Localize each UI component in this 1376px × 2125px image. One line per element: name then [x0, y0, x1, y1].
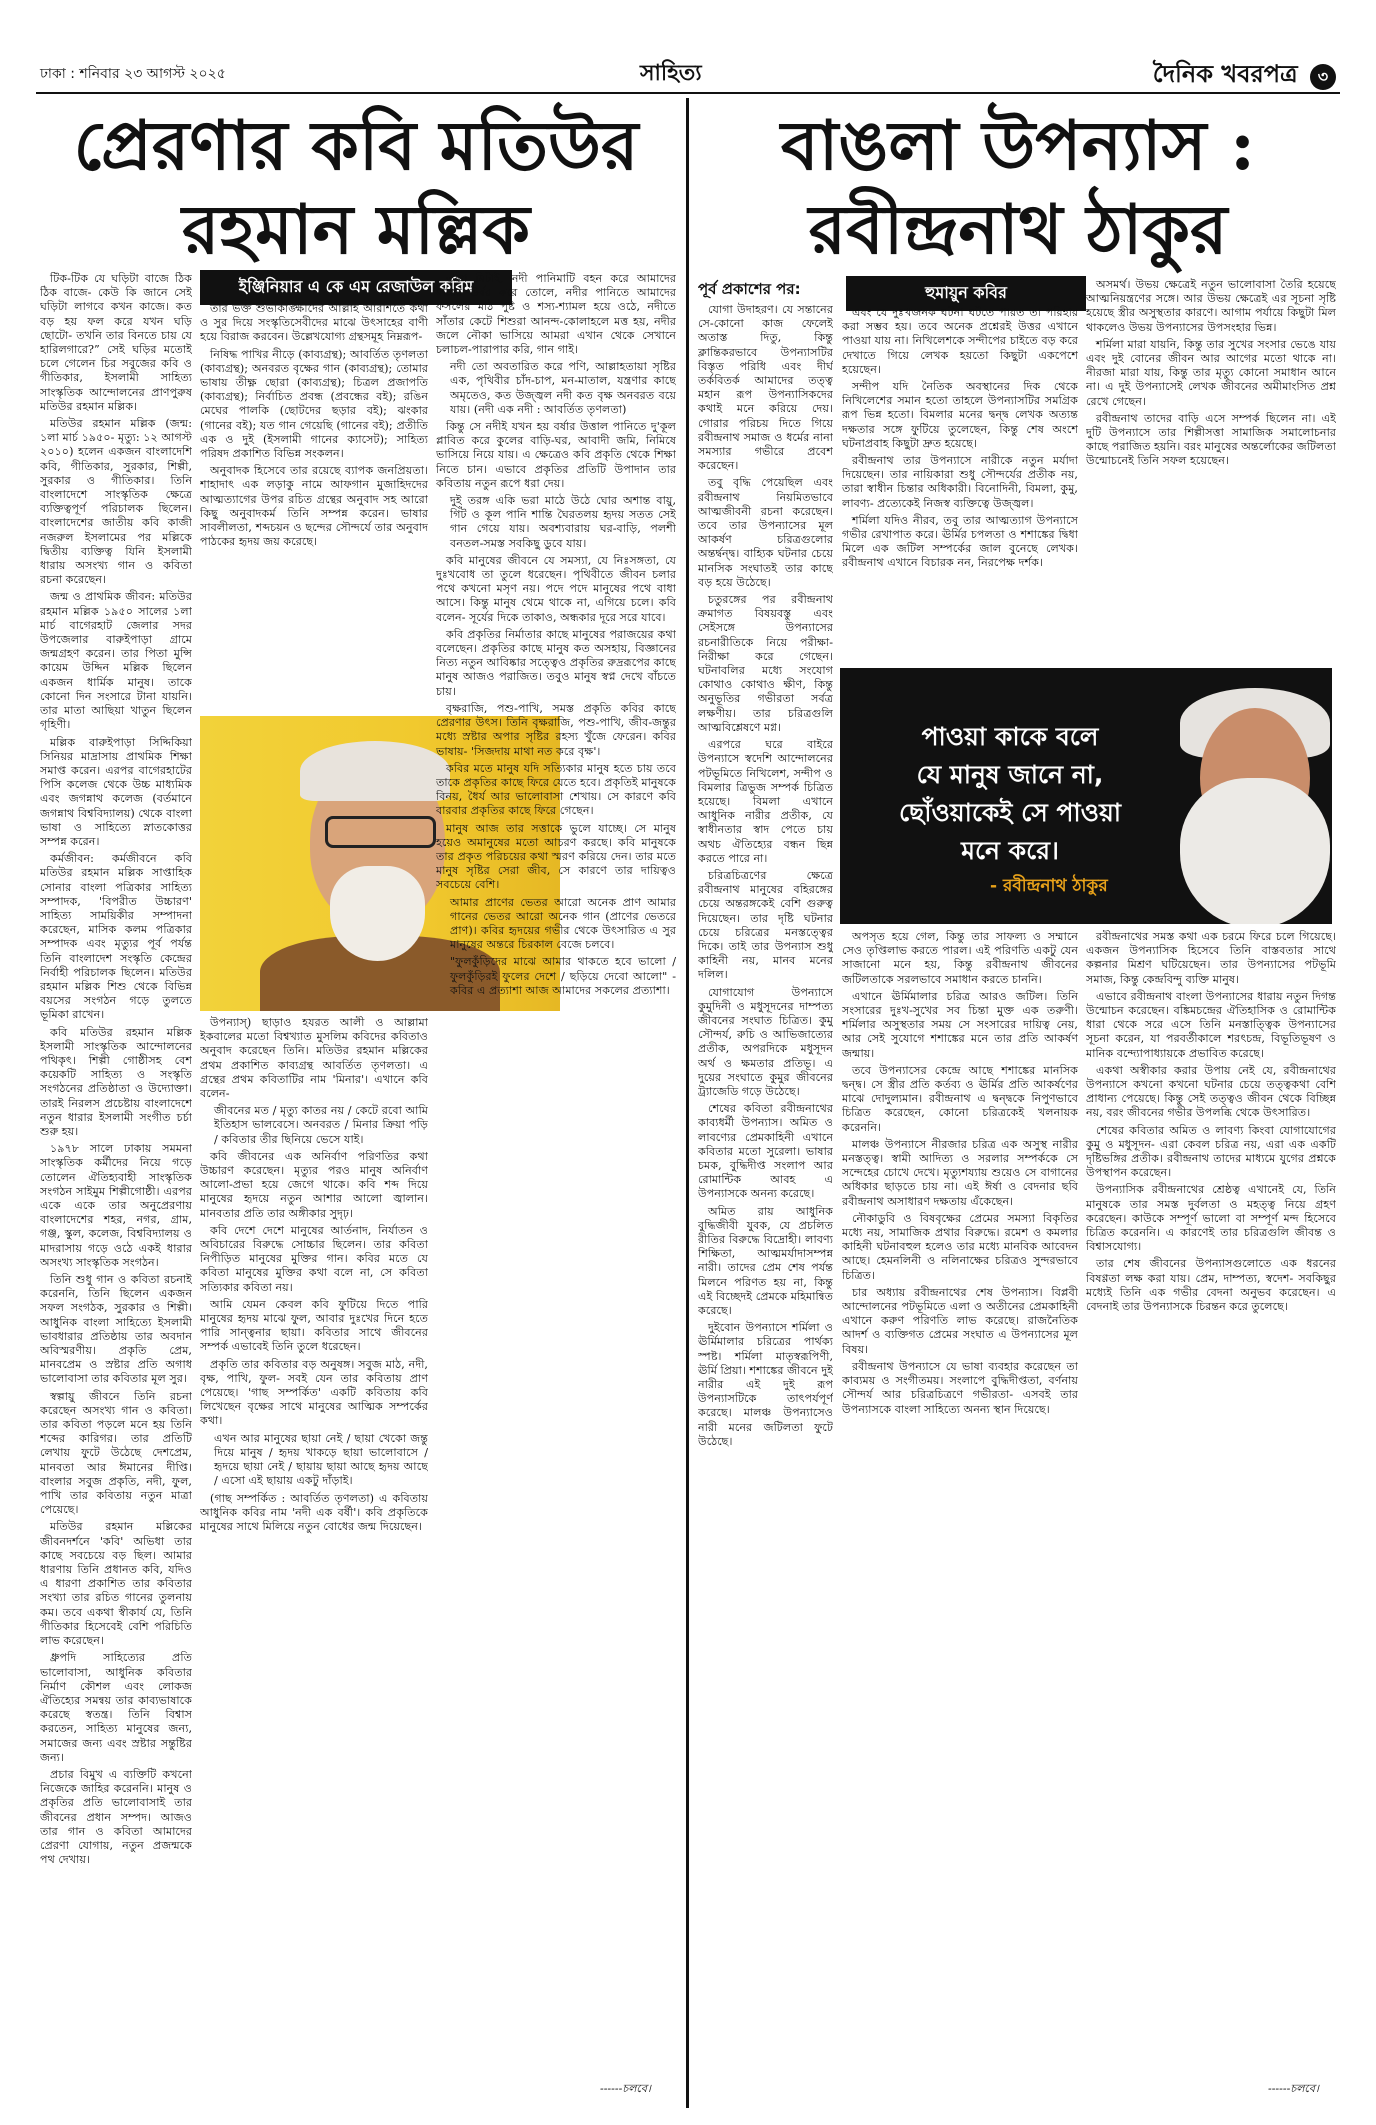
paragraph: মতিউর রহমান মল্লিকের জীবনদর্শনে 'কবি' অভিধা তার কাছে সবচেয়ে বড় ছিল। আমার ধারণায় তিনি প্রধানত কবি, যদিও এ ধারণা প্রকাশিত তার কবিতার সংখ্যা তার রচিত গানের তুলনায় কম। তবে একথা স্বীকার্য যে, তিনি গীতিকার হিসেবেই বেশি পরিচিতি লাভ করেছেন। [40, 1520, 192, 1648]
paragraph: কবি প্রকৃতির নির্মাতার কাছে মানুষের পরাজয়ের কথা বলেছেন। প্রকৃতির কাছে মানুষ কত অসহায়, বিজ্ঞানের নিত্য নতুন আবিষ্কার সত্ত্বেও প্রকৃতির রুদ্ররূপের কাছে মানুষ আজও পরাজিত। তবুও মানুষ স্বপ্ন দেখে বাঁচতে চায়। [436, 627, 676, 698]
paragraph: অনুবাদক হিসেবে তার রয়েছে ব্যাপক জনপ্রিয়তা। শাহাদাৎ এক লড়াকু নামে আফগান মুজাহিদদের আত্মত্যাগের উপর রচিত গ্রন্থের অনুবাদ সহ আরো কিছু অনুবাদকর্ম তিনি সম্পন্ন করেন। ভাষার সাবলীলতা, শব্দচয়ন ও ছন্দের সৌন্দর্যে তার অনুবাদ পাঠকের হৃদয় জয় করেছে। [200, 464, 428, 549]
quote-line: ছোঁওয়াকেই সে পাওয়া [898, 798, 1122, 827]
issue-date: ঢাকা : শনিবার ২৩ আগস্ট ২০২৫ [40, 66, 226, 82]
verse: এখন আর মানুষের ছায়া নেই / ছায়া খেকো জন্তু দিয়ে মানুষ / হৃদয় খাকড়ে ছায়া ভালোবাসে / হৃদয়ে ছায়া নেই / ছায়ায় ছায়া আছে হৃদয় আছে / এসো এই ছায়ায় একটু দাঁড়াই। [214, 1431, 428, 1488]
paragraph: কবি দেশে দেশে মানুষের আর্তনাদ, নির্যাতন ও অবিচারের বিরুদ্ধে সোচ্চার ছিলেন। তার কবিতা নিপীড়িত মানুষের মুক্তির গান। কবির মতে যে কবিতা মানুষের মুক্তির কথা বলে না, সে কবিতা সত্যিকার কবিতা নয়। [200, 1223, 428, 1294]
page-number: ৩ [1310, 64, 1336, 90]
paragraph: তার ভক্ত শুভাকাঙ্ক্ষীদের আল্লাহ আরশিতে কথা ও সুর দিয়ে সংস্কৃতিসেবীদের মাঝে উৎসাহের বাণী হয়ে বিরাজ করবেন। উল্লেখযোগ্য গ্রন্থসমূহ নিম্নরূপ- [200, 302, 428, 344]
right-column-2-top [842, 306, 1078, 662]
paragraph: অমিত রায় আধুনিক বুদ্ধিজীবী যুবক, যে প্রচলিত রীতির বিরুদ্ধে বিদ্রোহী। লাবণ্য শিক্ষিতা, আত্মমর্যাদাসম্পন্ন নারী। তাদের প্রেম শেষ পর্যন্ত মিলনে পরিণত হয় না, কিন্তু এই বিচ্ছেদই প্রেমকে মহিমান্বিত করেছে। [698, 1204, 833, 1318]
paragraph: বৃক্ষরাজি, পশু-পাখি, সমস্ত প্রকৃতি কবির কাছে প্রেরণার উৎস। তিনি বৃক্ষরাজি, পশু-পাখি, জীব-জন্তুর মধ্যে স্রষ্টার অপার সৃষ্টির রহস্য খুঁজে ফেরেন। কবির ভাষায়- 'সিজদায় মাথা নত করে বৃক্ষ'। [436, 701, 676, 758]
paragraph: টিক-টিক যে ঘড়িটা বাজে ঠিক ঠিক বাজে- কেউ কি জানে সেই ঘড়িটা লাগবে কখন কাজে। কত বড় হয় ফল করে যখন ঘড়ি ছোটো- তখনি তার বিনতে চায় যে হারিলগারে?” সেই ঘড়ির মতোই চলে গেলেন চির সবুজের কবি ও গীতিকার, ইসলামী সাহিত্য সাংস্কৃতিক আন্দোলনের প্রাণপুরুষ মতিউর রহমান মল্লিক। [40, 272, 192, 413]
paragraph: রবীন্দ্রনাথ তার উপন্যাসে নারীকে নতুন মর্যাদা দিয়েছেন। তার নায়িকারা শুধু সৌন্দর্যের প্রতীক নয়, তারা স্বাধীন চিন্তার অধিকারী। বিনোদিনী, বিমলা, কুমু, লাবণ্য- প্রত্যেকেই নিজস্ব ব্যক্তিত্বে উজ্জ্বল। [842, 454, 1078, 510]
paragraph: জন্ম ও প্রাথমিক জীবন: মতিউর রহমান মল্লিক ১৯৫০ সালের ১লা মার্চ বাগেরহাট জেলার সদর উপজেলার বারুইপাড়া গ্রামে জন্মগ্রহণ করেন। তার পিতা মুন্সি কায়েম উদ্দিন মল্লিক ছিলেন একজন ধার্মিক মানুষ। তাকে কোনো দিন সংসারে টানা যায়নি। তার মাতা আছিয়া খাতুন ছিলেন গৃহিণী। [40, 590, 192, 732]
verse: জীবনের মত / মৃত্যু কাতর নয় / কেটে রবো আমি ইতিহাস ভালবেসে। অনবরত / মিনার ক্রিয়া পড়ি / কবিতার তীর ছিনিয়ে ভেসে যাই। [214, 1104, 428, 1146]
verse: নদী তো অবতারিত করে পণি, আল্লাহতায়া সৃষ্টির এক, পৃথিবীর চাঁদ-চাপ, মন-মাতাল, যন্ত্রণার কাছে অমৃতেও, কত উজ্জ্বল নদী কত বৃক্ষ অনবরত বয়ে যায়। (নদী এক নদী : আবর্তিত তৃণলতা) [450, 360, 676, 416]
article-divider [686, 98, 689, 2108]
paragraph: রবীন্দ্রনাথ তাদের বাড়ি এসে সম্পর্ক ছিলেন না। এই দুটি উপন্যাসে তার শিল্পীসত্তা সামাজিক সমালোচনার কাছে পরাজিত হয়নি। বরং মানুষের অন্তর্লোকের জটিলতা উন্মোচনেই তিনি সফল হয়েছেন। [1086, 411, 1336, 468]
paragraph: অসমর্থ। উভয় ক্ষেত্রেই নতুন ভালোবাসা তৈরি হয়েছে আত্মনিয়ন্ত্রণের সঙ্গে। আর উভয় ক্ষেত্রেই এর সূচনা সৃষ্টি হয়েছে স্ত্রীর অসুস্থতার কারণে। আগাম পর্যায়ে কিছুটা মিল থাকলেও উভয় উপন্যাসের উপসংহার ভিন্ন। [1086, 278, 1336, 334]
newspaper-brand [1153, 56, 1336, 96]
paragraph: চতুরঙ্গের পর রবীন্দ্রনাথ ক্রমাগত বিষয়বস্তু এবং সেইসঙ্গে উপন্যাসের রচনারীতিকে নিয়ে পরীক্ষা-নিরীক্ষা করে গেছেন। ঘটনাবলির মধ্যে সংযোগ কোথাও কোথাও ক্ষীণ, কিন্তু অনুভূতির গভীরতা সর্বত্র লক্ষণীয়। তার চরিত্রগুলি আত্মবিশ্লেষণে মগ্ন। [698, 593, 833, 734]
paragraph: তিনি শুধু গান ও কবিতা রচনাই করেননি, তিনি ছিলেন একজন সফল সংগঠক, সুরকার ও শিল্পী। আধুনিক বাংলা সাহিত্যে ইসলামী ভাবধারার প্রতিষ্ঠায় তার অবদান অবিস্মরণীয়। প্রকৃতি প্রেম, মানবপ্রেম ও স্রষ্টার প্রতি অগাধ ভালোবাসা তার কবিতার মূল সুর। [40, 1273, 192, 1386]
paragraph: রবীন্দ্রনাথের সমস্ত কথা এক চরমে ফিরে চলে গিয়েছে। একজন উপন্যাসিক হিসেবে তিনি বাস্তবতার সাথে কল্পনার মিশ্রণ ঘটিয়েছেন। তার উপন্যাসের পটভূমি সমাজ, কিন্তু কেন্দ্রবিন্দু ব্যক্তি মানুষ। [1086, 930, 1336, 986]
right-continued: ------চলবে। [1268, 2082, 1319, 2095]
paragraph: দুইবোন উপন্যাসে শর্মিলা ও ঊর্মিমালার চরিত্রের পার্থক্য স্পষ্ট। শর্মিলা মাতৃস্বরূপিণী, ঊর্মি প্রিয়া। শশাঙ্কের জীবনে দুই নারীর এই দুই রূপ উপন্যাসটিকে তাৎপর্যপূর্ণ করেছে। মালঞ্চ উপন্যাসেও নারী মনের জটিলতা ফুটে উঠেছে। [698, 1321, 833, 1448]
paragraph: স্বল্পায়ু জীবনে তিনি রচনা করেছেন অসংখ্য গান ও কবিতা। তার কবিতা পড়লে মনে হয় তিনি শব্দের কারিগর। তার প্রতিটি লেখায় ফুটে উঠেছে দেশপ্রেম, মানবতা আর ঈমানের দীপ্তি। বাংলার সবুজ প্রকৃতি, নদী, ফুল, পাখি তার কবিতায় নতুন মাত্রা পেয়েছে। [40, 1389, 192, 1517]
left-column-3 [436, 272, 676, 2072]
right-column-3-bottom [1086, 930, 1336, 2070]
left-column-2-top [200, 302, 428, 712]
paragraph: নৌকাডুবি ও বিষবৃক্ষের প্রেমের সমস্যা বিকৃতির মধ্যে নয়, সামাজিক প্রথার বিরুদ্ধে। রমেশ ও কমলার কাহিনী ঘটনাবহুল হলেও তার মধ্যে মানবিক আবেদন আছে। হেমনলিনী ও নলিনাক্ষের চরিত্রও সুন্দরভাবে চিত্রিত। [842, 1211, 1078, 1282]
paragraph: নিষিদ্ধ পাখির নীড়ে (কাব্যগ্রন্থ); আবর্তিত তৃণলতা (কাব্যগ্রন্থ); অনবরত বৃক্ষের গান (কাব্যগ্রন্থ); তোমার ভাষায় তীক্ষ্ণ ছোরা (কাব্যগ্রন্থ); চিত্রল প্রজাপতি (কাব্যগ্রন্থ); নির্বাচিত প্রবন্ধ (প্রবন্ধের বই); রঙিন মেঘের পালকি (ছোটদের ছড়ার বই); ঝংকার (গানের বই); যত গান গেয়েছি (গানের বই); প্রতীতি এক ও দুই (ইসলামী গানের ক্যাসেট); সাহিত্য পরিষদ প্রকাশিত বিভিন্ন সংকলন। [200, 347, 428, 461]
paragraph: প্রচার বিমুখ এ ব্যক্তিটি কখনো নিজেকে জাহির করেননি। মানুষ ও প্রকৃতির প্রতি ভালোবাসাই তার জীবনের প্রধান সম্পদ। আজও তার গান ও কবিতা আমাদের প্রেরণা যোগায়, নতুন প্রজন্মকে পথ দেখায়। [40, 1767, 192, 1867]
right-headline [698, 104, 1338, 272]
paragraph: ১৯৭৮ সালে ঢাকায় সমমনা সাংস্কৃতিক কর্মীদের নিয়ে গড়ে তোলেন ঐতিহ্যবাহী সাংস্কৃতিক সংগঠন সাইমুম শিল্পীগোষ্ঠী। এরপর একে একে তার অনুপ্রেরণায় বাংলাদেশের শহর, নগর, গ্রাম, গঞ্জ, স্কুল, কলেজ, বিশ্ববিদ্যালয় ও মাদরাসায় গড়ে ওঠে একই ধারার অসংখ্য সাংস্কৃতিক সংগঠন। [40, 1142, 192, 1269]
paragraph: কবি মতিউর রহমান মল্লিক ইসলামী সাংস্কৃতিক আন্দোলনের পথিকৃৎ। শিল্পী গোষ্ঠীসহ বেশ কয়েকটি সাহিত্য ও সংস্কৃতি সংগঠনের প্রতিষ্ঠাতা ও উদ্যোক্তা। তারই নিরলস প্রচেষ্টায় বাংলাদেশে নতুন ধারার ইসলামী সংগীত চর্চা শুরু হয়। [40, 1025, 192, 1138]
paragraph: চরিত্রচিত্রণের ক্ষেত্রে রবীন্দ্রনাথ মানুষের বহিরঙ্গের চেয়ে অন্তরঙ্গকেই বেশি গুরুত্ব দিয়েছেন। তার দৃষ্টি ঘটনার চেয়ে চরিত্রের মনস্তত্ত্বের দিকে। তাই তার উপন্যাস শুধু কাহিনী নয়, মানব মনের দলিল। [698, 868, 833, 982]
quote-line: মনে করে। [961, 836, 1059, 865]
left-headline [36, 104, 676, 272]
right-column-2-bottom [842, 930, 1078, 2070]
paragraph: যোগাযোগ উপন্যাসে কুমুদিনী ও মধুসূদনের দাম্পত্য জীবনের সংঘাত চিত্রিত। কুমু সৌন্দর্য, রুচি ও আভিজাত্যের প্রতীক, অপরদিকে মধুসূদন অর্থ ও ক্ষমতার প্রতিভূ। এ দুয়ের সংঘাতে কুমুর জীবনের ট্র্যাজেডি গড়ে উঠেছে। [698, 985, 833, 1098]
paragraph: এরপরে ঘরে বাইরে উপন্যাসে স্বদেশি আন্দোলনের পটভূমিতে নিখিলেশ, সন্দীপ ও বিমলার ত্রিভুজ সম্পর্ক চিত্রিত হয়েছে। বিমলা এখানে আধুনিক নারীর প্রতীক, যে স্বাধীনতার স্বাদ পেতে চায় অথচ ঐতিহ্যের বন্ধন ছিন্ন করতে পারে না। [698, 738, 833, 865]
paragraph: সন্দীপ যদি নৈতিক অবস্থানের দিক থেকে নিখিলেশের সমান হতো তাহলে উপন্যাসটির সমগ্রিক রূপ ভিন্ন হতো। বিমলার মনের দ্বন্দ্ব লেখক অত্যন্ত দক্ষতার সঙ্গে ফুটিয়ে তুলেছেন, কিন্তু শেষ অংশে ঘটনাপ্রবাহ কিছুটা দ্রুত হয়েছে। [842, 380, 1078, 450]
verse: দুই তরঙ্গ একি ভরা মাঠে উঠে ঘোর অশান্ত বায়ু, গিঁট ও কূল পানি শান্তি ঘৈরতলয় হৃদয় সতত সেই গান গেয়ে যায়। অবশ্যবারায় ঘর-বাড়ি, পলশী বনতল-সমস্ত সবকিছু ডুবে যায়। [450, 494, 676, 550]
left-column-2-bottom [200, 1016, 428, 2102]
paragraph: প্রকৃতি তার কবিতার বড় অনুষঙ্গ। সবুজ মাঠ, নদী, বৃক্ষ, পাখি, ফুল- সবই যেন তার কবিতায় প্রাণ পেয়েছে। 'গাছ সম্পর্কিত' একটি কবিতায় কবি লিখেছেন বৃক্ষের সাথে মানুষের আত্মিক সম্পর্কের কথা। [200, 1357, 428, 1428]
portrait-beard [330, 866, 425, 961]
paragraph: যোগা উদাহরণ। যে সন্তানের সে-কোনো কাজ ফেলেই অতাস্ত দিতু, কিন্তু ক্লান্তিকরভাবে উপন্যাসটির বিস্তৃত পরিধি এবং দীর্ঘ তর্কবিতর্ক আমাদের তত্ত্ব মহান রূপ উপন্যাসিকদের কথাই মনে করিয়ে দেয়। গোরার পরিচয় দিতে গিয়ে রবীন্দ্রনাথ সমাজ ও ধর্মের নানা সমস্যার গভীরে প্রবেশ করেছেন। [698, 303, 833, 473]
paragraph: উপন্যাসিক রবীন্দ্রনাথের শ্রেষ্ঠত্ব এখানেই যে, তিনি মানুষকে তার সমস্ত দুর্বলতা ও মহত্ত্ব নিয়ে গ্রহণ করেছেন। কাউকে সম্পূর্ণ ভালো বা সম্পূর্ণ মন্দ হিসেবে চিত্রিত করেননি। এ কারণেই তার চরিত্রগুলি জীবন্ত ও বিশ্বাসযোগ্য। [1086, 1183, 1336, 1254]
paragraph: এভাবে রবীন্দ্রনাথ বাংলা উপন্যাসের ধারায় নতুন দিগন্ত উন্মোচন করেছেন। বঙ্কিমচন্দ্রের ঐতিহাসিক ও রোমান্টিক ধারা থেকে সরে এসে তিনি মনস্তাত্ত্বিক উপন্যাসের সূচনা করেন, যা পরবর্তীকালে শরৎচন্দ্র, বিভূতিভূষণ ও মানিক বন্দ্যোপাধ্যায়কে প্রভাবিত করেছে। [1086, 989, 1336, 1060]
paragraph: রবীন্দ্রনাথ উপন্যাসে যে ভাষা ব্যবহার করেছেন তা কাব্যময় ও সংগীতময়। সংলাপে বুদ্ধিদীপ্ততা, বর্ণনায় সৌন্দর্য আর চরিত্রচিত্রণে গভীরতা- এসবই তার উপন্যাসকে বাংলা সাহিত্যে অনন্য স্থান দিয়েছে। [842, 1359, 1078, 1416]
paragraph: এবং যে দুঃখজনক ঘটনা ঘটতে পারত তা পরিহার করা সম্ভব হয়। তবে অনেক প্রশ্নেরই উত্তর এখানে পাওয়া যায় না। নিখিলেশকে সন্দীপের চাইতে বড় করে দেখাতে গিয়ে লেখক হয়তো কিছুটা একপেশে হয়েছেন। [842, 306, 1078, 376]
paragraph: তৃষ্ণা মিটাই, নদী পানিমাটি বহন করে আমাদের মাঠের উর্বর করে তোলে, নদীর পানিতে আমাদের ফসলের মাঠ পুষ্ট ও শস্য-শ্যামল হয়ে ওঠে, নদীতে সাঁতার কেটে শিশুরা আনন্দ-কোলাহলে মত্ত হয়, নদীর জলে নৌকা ভাসিয়ে আমরা এখান থেকে সেখানে চলাচল-পারাপার করি, গান গাই। [436, 272, 676, 357]
paragraph: মানুষ আজ তার সত্তাকে ভুলে যাচ্ছে। সে মানুষ হয়েও অমানুষের মতো আচরণ করছে। কবি মানুষকে তার প্রকৃত পরিচয়ের কথা স্মরণ করিয়ে দেন। তার মতে মানুষ সৃষ্টির সেরা জীব, সে কারণে তার দায়িত্বও সবচেয়ে বেশি। [436, 821, 676, 892]
paragraph: শর্মিলা মারা যায়নি, কিন্তু তার সুখের সংসার ভেঙে যায় এবং দুই বোনের জীবন আর আগের মতো থাকে না। নীরজা মারা যায়, কিন্তু তার মৃত্যু কোনো সমাধান আনে না। এ দুই উপন্যাসেই লেখক জীবনের অমীমাংসিত প্রশ্ন রেখে গেছেন। [1086, 337, 1336, 408]
paragraph: কবির মতে মানুষ যদি সত্যিকার মানুষ হতে চায় তবে তাকে প্রকৃতির কাছে ফিরে যেতে হবে। প্রকৃতিই মানুষকে বিনয়, ধৈর্য আর ভালোবাসা শেখায়। সে কারণে কবি বারবার প্রকৃতির কাছে ফিরে গেছেন। [436, 761, 676, 818]
quote-line: যে মানুষ জানে না, [916, 760, 1104, 789]
left-byline: ইঞ্জিনিয়ার এ কে এম রেজাউল করিম [200, 270, 512, 305]
paragraph: শর্মিলা যদিও নীরব, তবু তার আত্মত্যাগ উপন্যাসে গভীর রেখাপাত করে। ঊর্মির চপলতা ও শশাঙ্কের দ্বিধা মিলে এক জটিল সম্পর্কের জাল বুনেছে লেখক। রবীন্দ্রনাথ এখানে বিচারক নন, নিরপেক্ষ দর্শক। [842, 513, 1078, 570]
left-column-1 [40, 272, 192, 2102]
right-column-1 [698, 278, 833, 2098]
verse: "ফুলকুঁড়িদের মাঝে আমার থাকতে হবে ভালো / ফুলকুঁড়িরই ফুলের দেশে / ছড়িয়ে দেবো আলো" - কবির এ প্রত্যাশা আজ আমাদের সকলের প্রত্যাশা। [450, 955, 676, 997]
previous-part-label: পূর্ব প্রকাশের পর: [698, 280, 801, 298]
paragraph: (গাছ সম্পর্কিত : আবর্তিত তৃণলতা) এ কবিতায় আধুনিক কবির নাম 'নদী এক বর্ষী'। কবি প্রকৃতিকে মানুষের সাথে মিলিয়ে নতুন বোধের জন্ম দিয়েছেন। [200, 1491, 428, 1533]
left-continued: ------চলবে। [600, 2082, 651, 2095]
paragraph: চার অধ্যায় রবীন্দ্রনাথের শেষ উপন্যাস। বিপ্লবী আন্দোলনের পটভূমিতে এলা ও অতীনের প্রেমকাহিনী এখানে করুণ পরিণতি লাভ করেছে। রাজনৈতিক আদর্শ ও ব্যক্তিগত প্রেমের সংঘাত এ উপন্যাসের মূল বিষয়। [842, 1285, 1078, 1356]
left-headline-line1: প্রেরণার কবি মতিউর [73, 106, 639, 186]
quote-card [840, 668, 1332, 924]
paragraph: কবি মানুষের জীবনে যে সমস্যা, যে নিঃসঙ্গতা, যে দুঃখবোধ তা তুলে ধরেছেন। পৃথিবীতে জীবন চলার পথে কখনো মসৃণ নয়। পদে পদে মানুষের পথে বাধা আসে। কিন্তু মানুষ থেমে থাকে না, এগিয়ে চলে। কবি বলেন- সূর্যের দিকে তাকাও, অন্ধকার দূরে সরে যাবে। [436, 553, 676, 624]
quote-author: - রবীন্দ্রনাথ ঠাকুর [990, 876, 1108, 896]
tagore-beard [1180, 778, 1330, 924]
paragraph: একথা অস্বীকার করার উপায় নেই যে, রবীন্দ্রনাথের উপন্যাসে কখনো কখনো ঘটনার চেয়ে তত্ত্বকথা বেশি প্রাধান্য পেয়েছে। কিন্তু সেই তত্ত্বও জীবন থেকে বিচ্ছিন্ন নয়, বরং জীবনের গভীর উপলব্ধি থেকে উৎসারিত। [1086, 1063, 1336, 1120]
portrait-hair [300, 741, 450, 801]
left-headline-line2: রহমান মল্লিক [181, 190, 531, 270]
quote-line: পাওয়া কাকে বলে [921, 722, 1099, 751]
header-rule [36, 92, 1340, 94]
quote-text [860, 718, 1160, 870]
paragraph: এখানে ঊর্মিমালার চরিত্র আরও জটিল। তিনি সংসারের দুঃখ-সুখের সব চিন্তা মুক্ত এক তরুণী। শর্মিলার অসুস্থতার সময় সে সংসারের দায়িত্ব নেয়, আর সেই সুযোগে শশাঙ্কের মনে তার প্রতি আকর্ষণ জন্মায়। [842, 989, 1078, 1060]
paragraph: অপসৃত হয়ে গেল, কিন্তু তার সাফল্য ও সম্মানে সেও তৃপ্তিলাভ করতে পারল। এই পরিণতি একটু যেন সাজানো মনে হয়, কিন্তু রবীন্দ্রনাথ জীবনের জটিলতাকে সরলভাবে সমাধান করতে চাননি। [842, 930, 1078, 986]
paragraph: কর্মজীবন: কর্মজীবনে কবি মতিউর রহমান মল্লিক সাপ্তাহিক সোনার বাংলা পত্রিকার সাহিত্য সম্পাদক, 'বিপরীত উচ্চারণ' সাহিত্য সাময়িকীর সম্পাদনা করেছেন, মাসিক কলম পত্রিকার সম্পাদক এবং মৃত্যুর পূর্ব পর্যন্ত তিনি বাংলাদেশ সংস্কৃতি কেন্দ্রের নির্বাহী পরিচালক ছিলেন। মতিউর রহমান মল্লিক শিশু থেকে বিভিন্ন বয়সের সংগঠন গড়ে তুলতে ভূমিকা রাখেন। [40, 852, 192, 1022]
right-headline-line1: বাঙলা উপন্যাস : [780, 106, 1256, 186]
right-headline-line2: রবীন্দ্রনাথ ঠাকুর [808, 190, 1228, 270]
paragraph: উপন্যাস্) ছাড়াও হযরত আলী ও আল্লামা ইকবালের মতো বিশ্বখ্যাত মুসলিম কবিদের কবিতাও অনুবাদ করেছেন তিনি। মতিউর রহমান মল্লিকের প্রথম প্রকাশিত কাব্যগ্রন্থ আবর্তিত তৃণলতা। এ গ্রন্থের প্রথম কবিতাটির নাম 'মিনার'। এখানে কবি বলেন- [200, 1016, 428, 1101]
paragraph: মল্লিক বারুইপাড়া সিদ্দিকিয়া সিনিয়র মাদ্রাসায় প্রাথমিক শিক্ষা সমাপ্ত করেন। এরপর বাগেরহাটের পিসি কলেজ থেকে উচ্চ মাধ্যমিক এবং জগন্নাথ কলেজ (বর্তমানে জগন্নাথ বিশ্ববিদ্যালয়) থেকে বাংলা ভাষা ও সাহিত্যে স্নাতকোত্তর সম্পন্ন করেন। [40, 735, 192, 848]
section-title: সাহিত্য [640, 60, 702, 86]
paragraph: আমি যেমন কেবল কবি ফুটিয়ে দিতে পারি মানুষের হৃদয় মাঝে ফুল, আবার দুঃখের দিনে হতে পারি সান্ত্বনার ছায়া। কবিতার সাথে জীবনের সম্পর্ক এভাবেই তিনি তুলে ধরেছেন। [200, 1297, 428, 1354]
paragraph: তবে উপন্যাসের কেন্দ্রে আছে শশাঙ্কের মানসিক দ্বন্দ্ব। সে স্ত্রীর প্রতি কর্তব্য ও ঊর্মির প্রতি আকর্ষণের মাঝে দোদুল্যমান। রবীন্দ্রনাথ এ দ্বন্দ্বকে নিপুণভাবে চিত্রিত করেছেন, কোনো চরিত্রকেই খলনায়ক করেননি। [842, 1063, 1078, 1134]
paragraph: মালঞ্চ উপন্যাসে নীরজার চরিত্র এক অসুস্থ নারীর মনস্তত্ত্ব। স্বামী আদিত্য ও সরলার সম্পর্ককে সে সন্দেহের চোখে দেখে। মৃত্যুশয্যায় শুয়েও সে বাগানের অধিকার ছাড়তে চায় না। এই ঈর্ষা ও বেদনার ছবি রবীন্দ্রনাথ অসাধারণ দক্ষতায় এঁকেছেন। [842, 1137, 1078, 1208]
paragraph: মতিউর রহমান মল্লিক (জন্ম: ১লা মার্চ ১৯৫০- মৃত্যু: ১২ আগস্ট ২০১০) হলেন একজন বাংলাদেশি কবি, গীতিকার, সুরকার, শিল্পী, সুরকার ও গীতিকার। তিনি বাংলাদেশে সাংস্কৃতিক ক্ষেত্রে ব্যক্তিত্বপূর্ণ পরিচালক ছিলেন। বাংলাদেশের জাতীয় কবি কাজী নজরুল ইসলামের পর মল্লিকে দ্বিতীয় ব্যক্তিত্ব যিনি ইসলামী ধারায় অসংখ্য গান ও কবিতা রচনা করেছেন। [40, 417, 192, 587]
brand-name: দৈনিক খবরপত্র [1152, 60, 1298, 88]
paragraph: ধ্রুপদি সাহিত্যের প্রতি ভালোবাসা, আধুনিক কবিতার নির্মাণ কৌশল এবং লোকজ ঐতিহ্যের সমন্বয় তার কাব্যভাষাকে করেছে স্বতন্ত্র। তিনি বিশ্বাস করতেন, সাহিত্য মানুষের জন্য, সমাজের জন্য এবং স্রষ্টার সন্তুষ্টির জন্য। [40, 1651, 192, 1764]
paragraph: কিন্তু সে নদীই যখন হয় বর্ষার উত্তাল পানিতে দু'কূল প্লাবিত করে কুলের বাড়ি-ঘর, আবাদী জমি, নিমিষে ভাসিয়ে নিয়ে যায়। এ ক্ষেত্রেও কবি প্রকৃতি থেকে শিক্ষা নিতে চান। এভাবে প্রকৃতির প্রতিটি উপাদান তার কবিতায় নতুন রূপে ধরা দেয়। [436, 420, 676, 490]
right-column-3-top [1086, 278, 1336, 662]
paragraph: শেষের কবিতা রবীন্দ্রনাথের কাব্যধর্মী উপন্যাস। অমিত ও লাবণ্যের প্রেমকাহিনী এখানে কবিতার মতো সুরেলা। ভাষার চমক, বুদ্ধিদীপ্ত সংলাপ আর রোমান্টিক আবহ এ উপন্যাসকে অনন্য করেছে। [698, 1102, 833, 1201]
portrait-glasses-icon [325, 816, 436, 848]
verse: আমার প্রাণের ভেতর আরো অনেক প্রাণ আমার গানের ভেতর আরো অনেক গান (প্রাণের ভেতরে প্রাণ)। কবির হৃদয়ের গভীর থেকে উৎসারিত এ সুর মানুষের অন্তরে চিরকাল বেজে চলবে। [450, 895, 676, 952]
paragraph: শেষের কবিতার অমিত ও লাবণ্য কিংবা যোগাযোগের কুমু ও মধুসূদন- এরা কেবল চরিত্র নয়, এরা এক একটি দৃষ্টিভঙ্গির প্রতীক। রবীন্দ্রনাথ তাদের মাধ্যমে যুগের প্রশ্নকে উপস্থাপন করেছেন। [1086, 1123, 1336, 1180]
paragraph: তবু বৃদ্ধি পেয়েছিল এবং রবীন্দ্রনাথ নিয়মিতভাবে আত্মজীবনী রচনা করেছেন। তবে তার উপন্যাসের মূল আকর্ষণ চরিত্রগুলোর অন্তর্দ্বন্দ্ব। বাহ্যিক ঘটনার চেয়ে মানসিক সংঘাতই তার কাছে বড় হয়ে উঠেছে। [698, 476, 833, 589]
paragraph: কবি জীবনের এক অনির্বাণ পরিণতির কথা উচ্চারণ করেছেন। মৃত্যুর পরও মানুষ অনির্বাণ আলো-প্রভা হয়ে জেগে থাকে। কবি শব্দ দিয়ে মানুষের হৃদয়ে নতুন আশার আলো জ্বালান। মানবতার প্রতি তার অঙ্গীকার সুদৃঢ়। [200, 1149, 428, 1220]
paragraph: তার শেষ জীবনের উপন্যাসগুলোতে এক ধরনের বিষণ্ণতা লক্ষ করা যায়। প্রেম, দাম্পত্য, স্বদেশ- সবকিছুর মধ্যেই তিনি এক গভীর বেদনা অনুভব করেছেন। এ বেদনাই তার উপন্যাসকে চিরন্তন করে তুলেছে। [1086, 1257, 1336, 1314]
right-byline: হুমায়ুন কবির [846, 276, 1086, 311]
